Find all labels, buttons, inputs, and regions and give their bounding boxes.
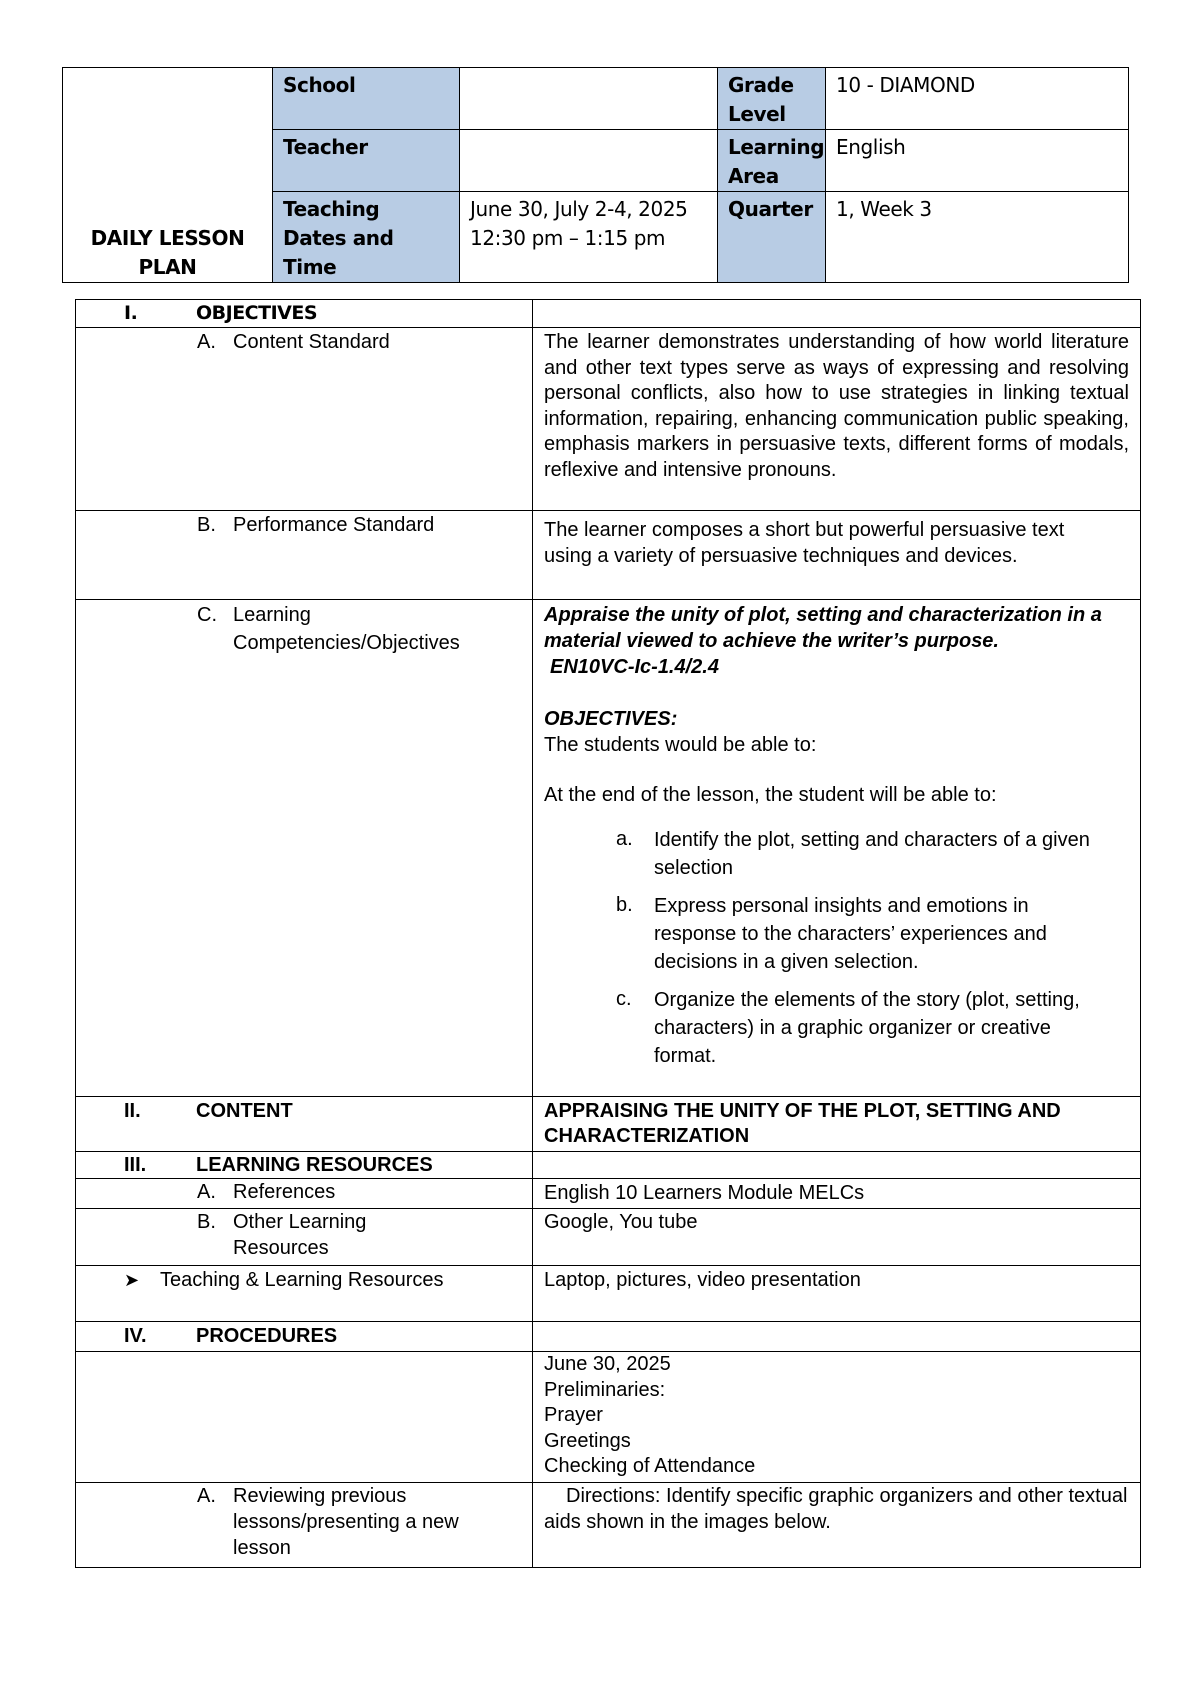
objectives-value — [533, 300, 1141, 328]
objective-letter: b. — [616, 894, 633, 916]
procedures-num: IV. — [124, 1325, 147, 1347]
teaching-resources-row — [76, 1266, 533, 1322]
objectives-title: OBJECTIVES — [196, 302, 318, 324]
objectives-subheading: OBJECTIVES: — [544, 708, 678, 730]
header-table — [62, 67, 1129, 283]
content-num: II. — [124, 1100, 141, 1122]
resources-title: LEARNING RESOURCES — [196, 1154, 433, 1176]
objective-text: Express personal insights and emotions in response to the characters’ experiences and decisions in a given selection. — [654, 895, 1047, 973]
grade-label: Grade Level — [718, 68, 826, 130]
competencies-label: Learning Competencies/Objectives — [233, 604, 460, 654]
references-letter: A. — [197, 1181, 216, 1203]
content-text: APPRAISING THE UNITY OF THE PLOT, SETTING AND CHARACTERIZATION — [533, 1097, 1141, 1152]
resources-value — [533, 1152, 1141, 1179]
preliminaries — [533, 1352, 1141, 1483]
objectives-intro-2: At the end of the lesson, the student will be able to: — [544, 784, 997, 806]
references-label: References — [233, 1181, 336, 1203]
area-label: Learning Area — [718, 130, 826, 192]
quarter-label: Quarter — [718, 192, 826, 283]
area-value: English — [826, 130, 1129, 192]
dates-line: June 30, July 2-4, 2025 — [470, 197, 688, 221]
doc-title-text: DAILY LESSON PLAN — [90, 226, 245, 279]
prelim-line: Prayer — [544, 1404, 603, 1426]
preliminaries-label-cell — [76, 1352, 533, 1483]
content-heading — [76, 1097, 533, 1152]
other-resources-letter: B. — [197, 1211, 216, 1233]
objectives-list — [544, 826, 1129, 1070]
objectives-num: I. — [124, 302, 138, 324]
school-label: School — [273, 68, 460, 130]
content-standard-row — [76, 328, 533, 511]
arrow-bullet-icon: ➤ — [124, 1270, 140, 1290]
other-resources-text: Google, You tube — [533, 1209, 1141, 1266]
objective-letter: c. — [616, 988, 632, 1010]
objective-letter: a. — [616, 828, 633, 850]
quarter-value: 1, Week 3 — [826, 192, 1129, 283]
resources-heading — [76, 1152, 533, 1179]
performance-standard-label: Performance Standard — [233, 514, 435, 536]
school-value — [460, 68, 718, 130]
content-standard-label: Content Standard — [233, 331, 390, 353]
objective-item — [616, 826, 1129, 882]
teaching-resources-label: Teaching & Learning Resources — [160, 1269, 444, 1291]
other-resources-label: Other Learning Resources — [233, 1211, 367, 1259]
content-title: CONTENT — [196, 1100, 293, 1122]
objectives-intro-1: The students would be able to: — [544, 734, 817, 756]
competencies-row — [76, 600, 533, 1097]
review-letter: A. — [197, 1484, 216, 1507]
competency-code: EN10VC-Ic-1.4/2.4 — [550, 656, 719, 678]
procedures-heading — [76, 1322, 533, 1352]
objective-text: Organize the elements of the story (plot, setting, characters) in a graphic organizer or creative format. — [654, 989, 1080, 1067]
procedures-title: PROCEDURES — [196, 1325, 338, 1347]
time-line: 12:30 pm – 1:15 pm — [470, 226, 666, 250]
objective-item — [616, 986, 1129, 1070]
content-standard-letter: A. — [197, 331, 216, 353]
dates-value — [460, 192, 718, 283]
teaching-resources-text: Laptop, pictures, video presentation — [533, 1266, 1141, 1322]
objective-item — [616, 892, 1129, 976]
review-row — [76, 1482, 533, 1567]
teacher-value — [460, 130, 718, 192]
competencies-letter: C. — [197, 604, 217, 626]
review-text: Directions: Identify specific graphic organizers and other textual aids shown in the images below. — [533, 1482, 1141, 1567]
prelim-line: Checking of Attendance — [544, 1455, 756, 1477]
content-standard-text: The learner demonstrates understanding of how world literature and other text types serve as ways of expressing and resolving personal conflicts, also how to use strategies in linking textual information, repairing, enhancing communication public speaking, emphasis markers in persuasive texts, different forms of modals, reflexive and intensive pronouns. — [533, 328, 1141, 511]
other-resources-row — [76, 1209, 533, 1266]
references-row — [76, 1179, 533, 1209]
grade-value: 10 - DIAMOND — [826, 68, 1129, 130]
competency-statement: Appraise the unity of plot, setting and characterization in a material viewed to achieve the writer’s purpose. — [544, 604, 1102, 652]
competencies-content — [533, 600, 1141, 1097]
objective-text: Identify the plot, setting and characters of a given selection — [654, 829, 1090, 879]
resources-num: III. — [124, 1154, 147, 1176]
performance-standard-text: The learner composes a short but powerful persuasive text using a variety of persuasive techniques and devices. — [533, 511, 1141, 600]
performance-standard-row — [76, 511, 533, 600]
dates-label: Teaching Dates and Time — [273, 192, 460, 283]
procedures-value — [533, 1322, 1141, 1352]
teacher-label: Teacher — [273, 130, 460, 192]
objectives-heading — [76, 300, 533, 328]
references-text: English 10 Learners Module MELCs — [533, 1179, 1141, 1209]
prelim-line: Greetings — [544, 1429, 631, 1452]
review-label: Reviewing previous lessons/presenting a new lesson — [233, 1484, 459, 1559]
performance-standard-letter: B. — [197, 514, 216, 536]
prelim-line: Preliminaries: — [544, 1378, 666, 1401]
doc-title — [63, 68, 273, 283]
prelim-line: June 30, 2025 — [544, 1353, 671, 1375]
lesson-table — [75, 299, 1141, 1568]
